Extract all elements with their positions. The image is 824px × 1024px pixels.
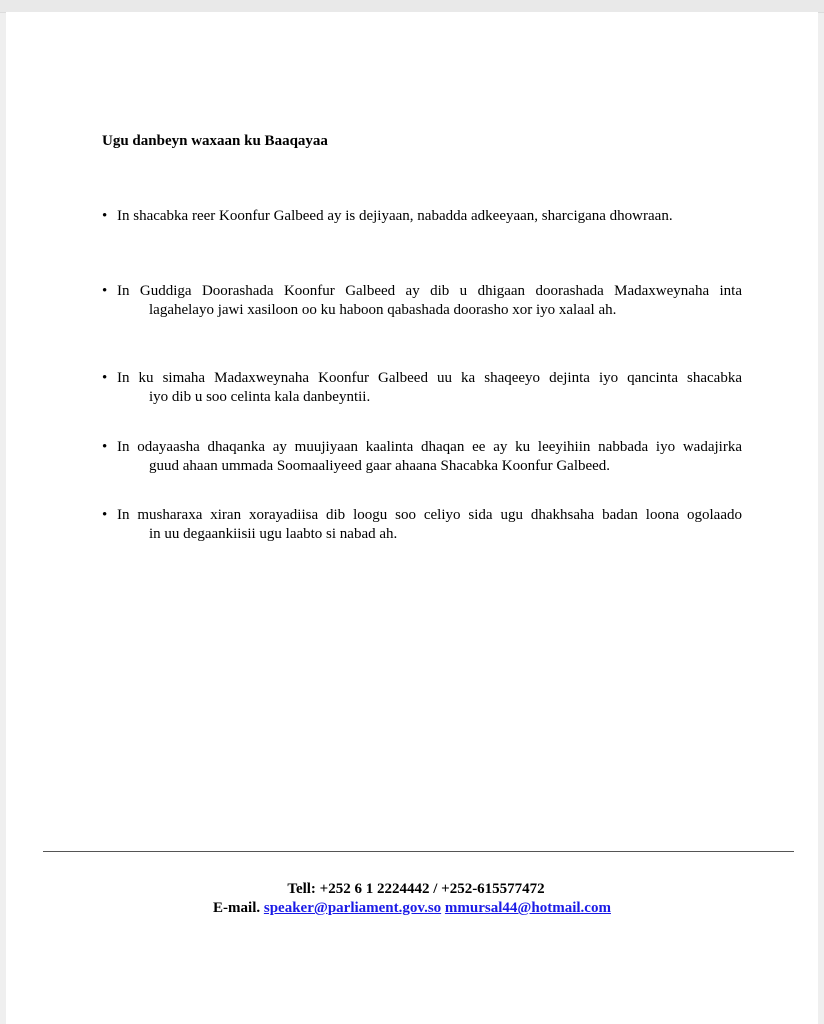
bullet-text-line-2: iyo dib u soo celinta kala danbeyntii. [149, 389, 371, 405]
bullet-dot-icon: • [102, 370, 108, 386]
footer-phone: Tell: +252 6 1 2224442 / +252-615577472 [287, 881, 545, 897]
footer-divider [43, 851, 794, 852]
bullet-text-line-2: guud ahaan ummada Soomaaliyeed gaar ahaana Shacabka Koonfur Galbeed. [149, 458, 611, 474]
bullet-text-line-1: In ku simaha Madaxweynaha Koonfur Galbeed uu ka shaqeeyo dejinta iyo qancinta shacabka [117, 370, 742, 386]
bullet-item [102, 438, 742, 476]
bullet-text-line-1: In odayaasha dhaqanka ay muujiyaan kaalinta dhaqan ee ay ku leeyihiin nabbada iyo wadajirka [117, 439, 742, 455]
bullet-text-line-1: In musharaxa xiran xorayadiisa dib loogu soo celiyo sida ugu dhakhsaha badan loona ogolaado [117, 507, 742, 523]
bullet-item [102, 282, 742, 320]
email-label: E-mail. [213, 900, 261, 916]
bullet-item [102, 207, 742, 226]
document-page [6, 12, 818, 1024]
bullet-item [102, 369, 742, 407]
bullet-text-line-1: In shacabka reer Koonfur Galbeed ay is dejiyaan, nabadda adkeeyaan, sharcigana dhowraan. [117, 208, 673, 224]
bullet-dot-icon: • [102, 283, 108, 299]
bullet-text-line-1: In Guddiga Doorashada Koonfur Galbeed ay dib u dhigaan doorashada Madaxweynaha inta [117, 283, 742, 299]
footer-contact [6, 880, 818, 918]
bullet-dot-icon: • [102, 439, 108, 455]
bullet-dot-icon: • [102, 208, 108, 224]
bullet-text-line-2: in uu degaankiisii ugu laabto si nabad ah. [149, 526, 398, 542]
footer-email-line [6, 899, 818, 918]
bullet-dot-icon: • [102, 507, 108, 523]
bullet-text-line-2: lagahelayo jawi xasiloon oo ku haboon qabashada doorasho xor iyo xalaal ah. [149, 302, 617, 318]
bullet-item [102, 506, 742, 544]
email-link-speaker[interactable]: speaker@parliament.gov.so [263, 900, 442, 916]
page-heading: Ugu danbeyn waxaan ku Baaqayaa [102, 133, 328, 149]
email-link-mmursal[interactable]: mmursal44@hotmail.com [444, 900, 611, 916]
